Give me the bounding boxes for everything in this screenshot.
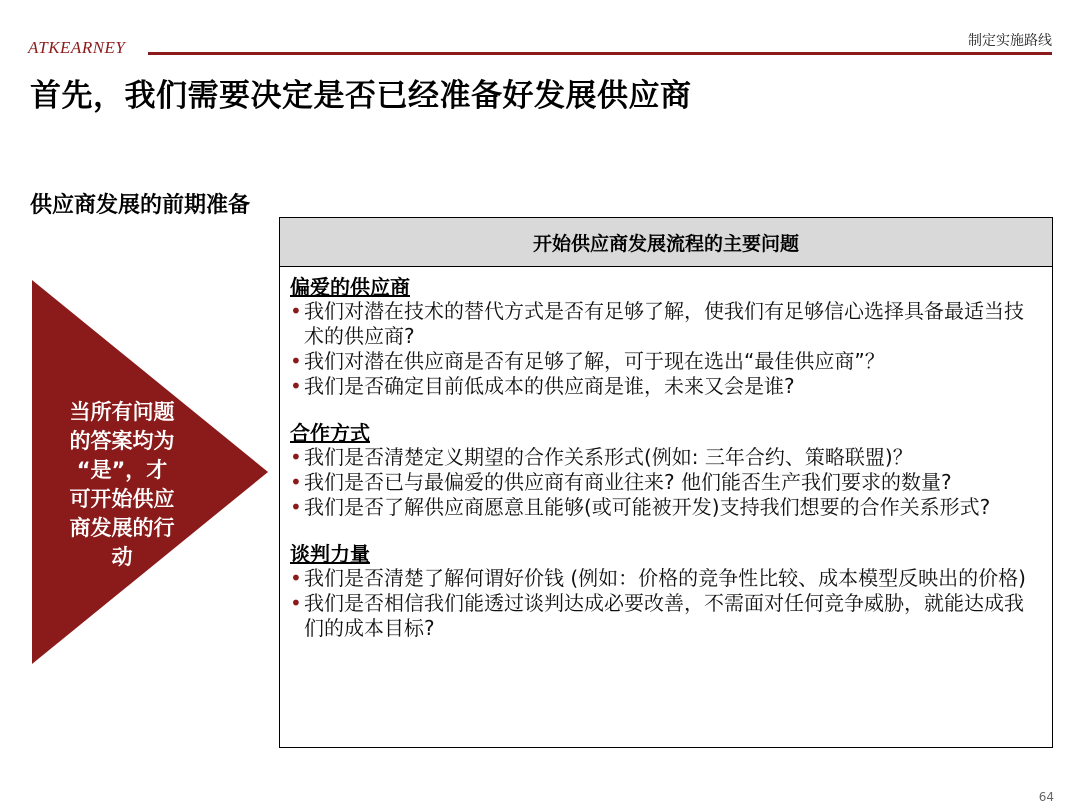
bullet-icon: • (290, 591, 302, 615)
question-text: 我们是否清楚了解何谓好价钱 (例如：价格的竞争性比较、成本模型反映出的价格) (304, 566, 1026, 590)
arrow-line: 商发展的行 (69, 516, 175, 540)
question-item (290, 591, 1042, 641)
question-text: 我们对潜在供应商是否有足够了解，可于现在选出“最佳供应商”？ (304, 349, 885, 373)
arrow-line: 可开始供应 (69, 487, 175, 511)
question-text: 我们是否清楚定义期望的合作关系形式(例如: 三年合约、策略联盟)？ (304, 445, 913, 469)
category-cooperation-mode (290, 421, 1042, 520)
arrow-line: 当所有问题 (69, 400, 175, 424)
bullet-icon: • (290, 299, 302, 323)
question-item (290, 470, 1042, 495)
category-title: 合作方式 (290, 421, 370, 445)
arrow-line: “是”，才 (76, 458, 168, 482)
section-tag: 制定实施路线 (968, 33, 1052, 49)
question-text: 我们是否已与最偏爱的供应商有商业往来? 他们能否生产我们要求的数量? (304, 470, 952, 494)
question-item (290, 374, 1042, 399)
company-logo: ATKEARNEY (28, 38, 126, 57)
bullet-icon: • (290, 374, 302, 398)
category-preferred-supplier (290, 275, 1042, 399)
category-negotiation-power (290, 542, 1042, 641)
question-text: 我们是否相信我们能透过谈判达成必要改善，不需面对任何竞争威胁，就能达成我们的成本目标? (304, 591, 1024, 640)
questions-box (279, 217, 1053, 748)
category-title: 谈判力量 (290, 542, 370, 566)
category-title: 偏爱的供应商 (290, 275, 410, 299)
section-subtitle: 供应商发展的前期准备 (30, 193, 251, 218)
bullet-icon: • (290, 445, 302, 469)
question-text: 我们是否了解供应商愿意且能够(或可能被开发)支持我们想要的合作关系形式? (304, 495, 991, 519)
questions-box-header: 开始供应商发展流程的主要问题 (280, 218, 1052, 267)
question-item (290, 349, 1042, 374)
arrow-line: 动 (111, 545, 133, 569)
bullet-icon: • (290, 470, 302, 494)
question-text: 我们对潜在技术的替代方式是否有足够了解，使我们有足够信心选择具备最适当技术的供应商? (304, 299, 1024, 348)
question-text: 我们是否确定目前低成本的供应商是谁，未来又会是谁? (304, 374, 795, 398)
questions-box-body (280, 267, 1052, 641)
page-number: 64 (1038, 790, 1054, 804)
header-rule (148, 52, 1052, 55)
question-item (290, 566, 1042, 591)
question-item (290, 495, 1042, 520)
bullet-icon: • (290, 349, 302, 373)
bullet-icon: • (290, 495, 302, 519)
question-item (290, 299, 1042, 349)
bullet-icon: • (290, 566, 302, 590)
question-item (290, 445, 1042, 470)
page-title: 首先，我们需要决定是否已经准备好发展供应商 (30, 78, 692, 114)
arrow-line: 的答案均为 (69, 429, 175, 453)
arrow-text (40, 398, 204, 572)
